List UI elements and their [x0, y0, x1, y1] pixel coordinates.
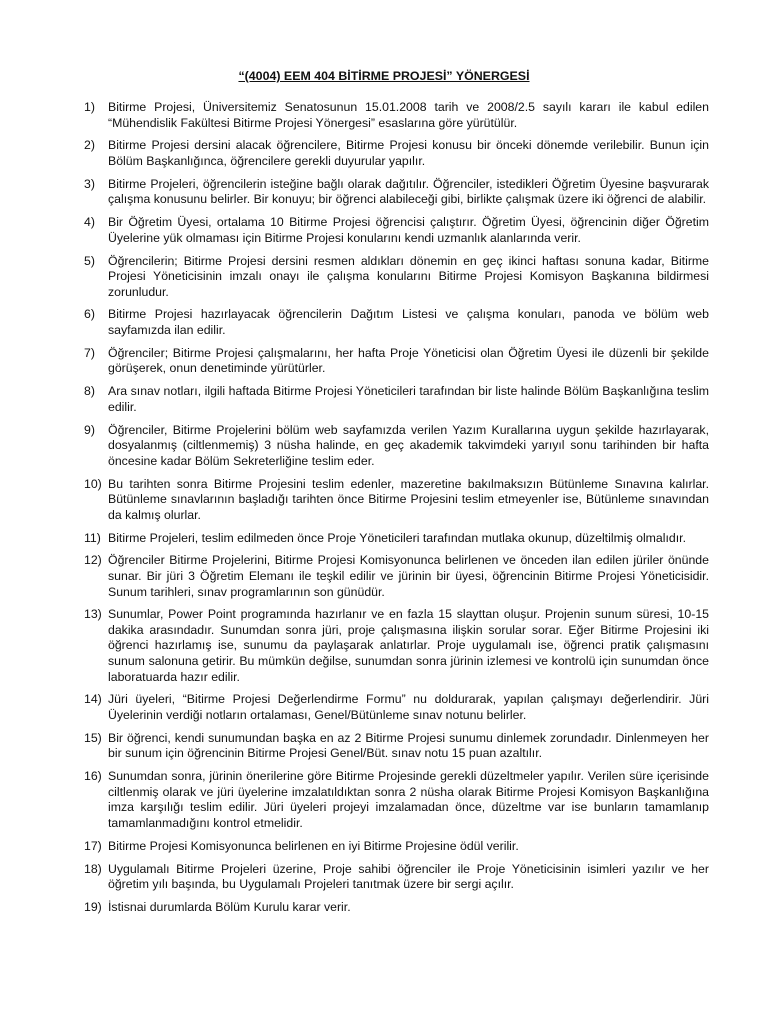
item-text: Öğrenciler Bitirme Projelerini, Bitirme Projesi Komisyonunca belirlenen ve önceden ilan edilen jüriler önünde sunar. Bir jüri 3 Öğretim Elemanı ile teşkil edilir ve jürinin bir üyesi, öğrencinin Bitirme Projesi Yöneticisidir. Sunum tarihleri, sınav programlarının son günüdür. [108, 553, 709, 599]
item-number: 13) [84, 607, 102, 622]
item-text: Bitirme Projesi Komisyonunca belirlenen en iyi Bitirme Projesine ödül verilir. [108, 838, 519, 853]
item-text: Bir Öğretim Üyesi, ortalama 10 Bitirme Projesi öğrencisi çalıştırır. Öğretim Üyesi, öğrencinin diğer Öğretim Üyelerine yük olmaması için Bitirme Projesi konularını kendi uzmanlık alanlarında verir. [108, 215, 709, 245]
item-text: Öğrenciler, Bitirme Projelerini bölüm web sayfamızda verilen Yazım Kurallarına uygun şekilde hazırlayarak, dosyalanmış (ciltlenmemiş) 3 nüsha halinde, en geç akademik takvimdeki yarıyıl sonu tarihinden bir hafta öncesine kadar Bölüm Sekreterliğine teslim eder. [108, 422, 709, 468]
list-item [84, 839, 709, 855]
item-text: Ara sınav notları, ilgili haftada Bitirme Projesi Yöneticileri tarafından bir liste halinde Bölüm Başkanlığına teslim edilir. [108, 384, 709, 414]
item-number: 4) [84, 215, 95, 230]
list-item [84, 215, 709, 246]
list-item [84, 384, 709, 415]
list-item [84, 477, 709, 524]
list-item [84, 100, 709, 131]
item-number: 6) [84, 307, 95, 322]
list-item [84, 254, 709, 301]
item-text: Bir öğrenci, kendi sunumundan başka en az 2 Bitirme Projesi sunumu dinlemek zorundadır. Dinlenmeyen her bir sunum için öğrencinin Bitirme Projesi Genel/Büt. sınav notu 15 puan azaltılır. [108, 730, 709, 761]
list-item [84, 731, 709, 762]
list-item [84, 138, 709, 169]
item-number: 14) [84, 692, 102, 707]
list-item [84, 346, 709, 377]
item-number: 9) [84, 422, 95, 437]
item-number: 11) [84, 530, 101, 545]
list-item [84, 692, 709, 723]
list-item [84, 607, 709, 685]
item-text: Uygulamalı Bitirme Projeleri üzerine, Proje sahibi öğrenciler ile Proje Yöneticisinin isimleri yazılır ve her öğretim yılı başında, bu Uygulamalı Projeleri tanıtmak üzere bir sergi açılır. [108, 861, 709, 892]
list-item [84, 177, 709, 208]
list-item [84, 553, 709, 600]
item-text: Bitirme Projeleri, öğrencilerin isteğine bağlı olarak dağıtılır. Öğrenciler, istedikleri Öğretim Üyesine başvurarak çalışma konusunu belirler. Bir konuyu; bir öğrenci alabileceği gibi, birlikte çalışmak üzere iki öğrenci de alabilir. [108, 176, 709, 207]
document-title: “(4004) EEM 404 BİTİRME PROJESİ” YÖNERGESİ [238, 69, 530, 83]
item-text: Bitirme Projeleri, teslim edilmeden önce Proje Yöneticileri tarafından mutlaka okunup, düzeltilmiş olmalıdır. [108, 530, 686, 545]
item-text: Bu tarihten sonra Bitirme Projesini teslim edenler, mazeretine bakılmaksızın Bütünleme Sınavına kalırlar. Bütünleme sınavlarının başladığı tarihten önce Bitirme Projesini teslim etmeyenler ise, Bütünleme sınavından da kalmış olurlar. [108, 476, 709, 522]
item-number: 18) [84, 861, 102, 876]
item-number: 8) [84, 384, 95, 399]
item-text: Bitirme Projesi, Üniversitemiz Senatosunun 15.01.2008 tarih ve 2008/2.5 sayılı kararı ile kabul edilen “Mühendislik Fakültesi Bitirme Projesi Yönergesi” esaslarına göre yürütülür. [108, 100, 709, 130]
regulation-list [84, 100, 709, 923]
list-item [84, 862, 709, 893]
item-number: 15) [84, 730, 102, 745]
item-number: 1) [84, 100, 95, 114]
item-number: 10) [84, 476, 102, 491]
item-text: Öğrenciler; Bitirme Projesi çalışmalarını, her hafta Proje Yöneticisi olan Öğretim Üyesi ile düzenli bir şekilde görüşerek, onun denetiminde yürütürler. [108, 345, 709, 376]
item-number: 19) [84, 899, 102, 914]
list-item [84, 423, 709, 470]
item-text: Bitirme Projesi dersini alacak öğrencilere, Bitirme Projesi konusu bir önceki dönemde verilebilir. Bunun için Bölüm Başkanlığınca, öğrencilere gerekli duyurular yapılır. [108, 138, 709, 168]
list-item [84, 900, 709, 916]
item-text: İstisnai durumlarda Bölüm Kurulu karar verir. [108, 899, 351, 914]
item-number: 5) [84, 253, 95, 268]
list-item [84, 531, 709, 547]
item-number: 17) [84, 838, 102, 853]
item-number: 12) [84, 553, 102, 568]
item-number: 7) [84, 345, 95, 360]
list-item [84, 769, 709, 831]
item-number: 16) [84, 769, 102, 784]
item-text: Sunumdan sonra, jürinin önerilerine göre Bitirme Projesinde gerekli düzeltmeler yapılır. Verilen süre içerisinde ciltlenmiş olarak ve jüri üyelerine imzalatıldıktan sonra 2 nüsha olarak Bitirme Projesi Komisyon Başkanlığına imza karşılığı teslim edilir. Jüri üyeleri projeyi imzalamadan önce, düzeltme var ise bunların tamamlanıp tamamlanmadığını kontrol etmelidir. [108, 769, 709, 830]
item-number: 3) [84, 176, 95, 191]
item-number: 2) [84, 138, 95, 153]
item-text: Jüri üyeleri, “Bitirme Projesi Değerlendirme Formu” nu doldurarak, yapılan çalışmayı değerlendirir. Jüri Üyelerinin verdiği notların ortalaması, Genel/Bütünleme sınav notunu belirler. [108, 692, 709, 723]
list-item [84, 307, 709, 338]
item-text: Bitirme Projesi hazırlayacak öğrencilerin Dağıtım Listesi ve çalışma konuları, panoda ve bölüm web sayfamızda ilan edilir. [108, 307, 709, 338]
item-text: Öğrencilerin; Bitirme Projesi dersini resmen aldıkları dönemin en geç ikinci haftası sonuna kadar, Bitirme Projesi Yöneticisinin imzalı onayı ile çalışma konularını Bitirme Projesi Komisyon Başkanına bildirmesi zorunludur. [108, 253, 709, 299]
item-text: Sunumlar, Power Point programında hazırlanır ve en fazla 15 slayttan oluşur. Projenin sunum süresi, 10-15 dakika arasındadır. Sunumdan sonra jüri, proje çalışmasına ilişkin sorular sorar. Eğer Bitirme Projesini iki öğrenci hazırlamış ise, sunumu da paylaşarak anlatırlar. Proje uygulamalı ise, öğrenci pratik çalışmasını sunum salonuna getirir. Bu mümkün değilse, sunumdan sonra jürinin izlemesi ve kontrolü için sunumdan önce laboratuarda hazır edilir. [108, 607, 709, 684]
